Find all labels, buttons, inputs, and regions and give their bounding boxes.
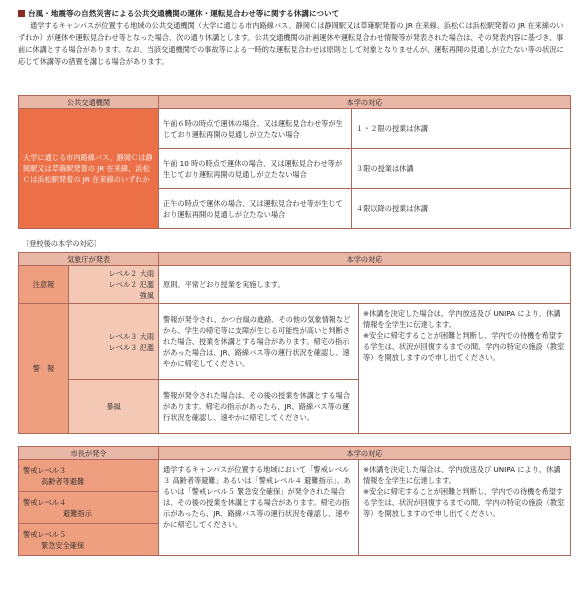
response-cell: １・２限の授業は休講 bbox=[352, 109, 571, 149]
level3-name: 警戒レベル３ bbox=[23, 465, 67, 475]
evacuation-response: 通学するキャンパスが位置する地域において「警戒レベル３ 高齢者等避難」あるいは「警戒レベル４ 避難指示」、あるいは「警戒レベル５ 緊急安全確保」が発令された場合は、その後の授業を休講とする場合があります。帰宅の指示があったら、JR、路線バス等の運行状況を確認し、速やかに帰宅してください。 bbox=[159, 460, 359, 556]
advisory-detail: レベル２ 大雨 レベル２ 氾濫 強風 bbox=[69, 266, 159, 304]
warning-detail: レベル３ 大雨 レベル３ 氾濫 bbox=[69, 304, 159, 380]
level4-cell bbox=[19, 492, 159, 524]
response-header: 本学の対応 bbox=[159, 96, 571, 109]
weather-table bbox=[18, 252, 571, 434]
transit-category: 大学に通じる市内路線バス、静岡Ｃは静岡駅又は草薙駅発着の JR 在来線、浜松Ｃは浜松駅発着の JR 在来線のいずれか bbox=[19, 109, 159, 229]
transit-table bbox=[18, 95, 571, 229]
warning-response: 警報が発令され、かつ台風の進路、その他の気象情報などから、学生の帰宅等に支障が生じる可能性が高いと判断された場合、授業を休講とする場合があります。帰宅の指示があった場合は、JR、路線バス等の運行状況を確認し、速やかに帰宅してください。 bbox=[159, 304, 359, 380]
warning-note: ※休講を決定した場合は、学内放送及び UNIPA により、休講情報を全学生に伝達します。 ※安全に帰宅することが困難と判断し、学内での待機を希望する学生は、状況が回復するまでの間、学内の特定の施設（教室等）を開放しますので申し出てください。 bbox=[359, 304, 571, 434]
level5-cell bbox=[19, 524, 159, 556]
advisory-label: 注意報 bbox=[19, 266, 69, 304]
square-bullet-icon bbox=[18, 10, 25, 17]
condition-cell: 午前 10 時の時点で運休の場合、又は運転見合わせ等が生じており運転再開の見通しが立たない場合 bbox=[159, 149, 352, 189]
level3-cell bbox=[19, 460, 159, 492]
transit-header: 公共交通機関 bbox=[19, 96, 159, 109]
level4-sub: 避難指示 bbox=[63, 508, 92, 518]
response-cell: ３限の授業は休講 bbox=[352, 149, 571, 189]
section2-label: 〔登校後の本学の対応〕 bbox=[22, 239, 102, 248]
evacuation-table bbox=[18, 446, 571, 556]
condition-cell: 正午の時点で運休の場合、又は運転見合わせ等が生じており運転再開の見通しが立たない場合 bbox=[159, 189, 352, 229]
level5-name: 警戒レベル５ bbox=[23, 529, 67, 539]
response-cell: ４限以降の授業は休講 bbox=[352, 189, 571, 229]
mayor-header: 市長が発令 bbox=[19, 447, 159, 460]
level3-sub: 高齢者等避難 bbox=[41, 476, 85, 486]
response-header: 本学の対応 bbox=[159, 447, 571, 460]
advisory-response: 原則、平常どおり授業を実施します。 bbox=[159, 266, 571, 304]
warning-label: 警 報 bbox=[19, 304, 69, 434]
section-heading bbox=[18, 8, 339, 19]
level4-name: 警戒レベル４ bbox=[23, 497, 67, 507]
heading-text: 台風・地震等の自然災害による公共交通機関の運休・運転見合わせ等に関する休講について bbox=[28, 9, 340, 18]
level5-sub: 緊急安全確保 bbox=[41, 540, 85, 550]
storm-detail: 暴風 bbox=[69, 380, 159, 434]
condition-cell: 午前６時の時点で運休の場合、又は運転見合わせ等が生じており運転再開の見通しが立たない場合 bbox=[159, 109, 352, 149]
intro-paragraph: 通学するキャンパスが位置する地域の公共交通機関（大学に通じる市内路線バス、静岡Ｃは静岡駅又は草薙駅発着の JR 在来線、浜松Ｃは浜松駅発着の JR 在来線のいずれか）が運休や運転見合わせ等となった場合、次の通り休講とします。公共交通機関の計画運休や運転見合わせ情報等が発表された場合は、その発表内容に基づき、事前に休講とする場合があります。なお、当該交通機関での事故等による一時的な運転見合わせは原則として対象となりませんが、運転再開の見通しが立たない等の状況に応じて休講等の措置を講じる場合があります。 bbox=[18, 21, 564, 66]
response-header: 本学の対応 bbox=[159, 253, 571, 266]
storm-response: 警報が発令された場合は、その後の授業を休講とする場合があります。帰宅の指示があったら、JR、路線バス等の運行状況を確認し、速やかに帰宅してください。 bbox=[159, 380, 359, 434]
evacuation-note: ※休講を決定した場合は、学内放送及び UNIPA により、休講情報を全学生に伝達します。 ※安全に帰宅することが困難と判断し、学内での待機を希望する学生は、状況が回復するまでの間、学内の特定の施設（教室等）を開放しますので申し出てください。 bbox=[359, 460, 571, 556]
weather-header: 気象庁が発表 bbox=[19, 253, 159, 266]
